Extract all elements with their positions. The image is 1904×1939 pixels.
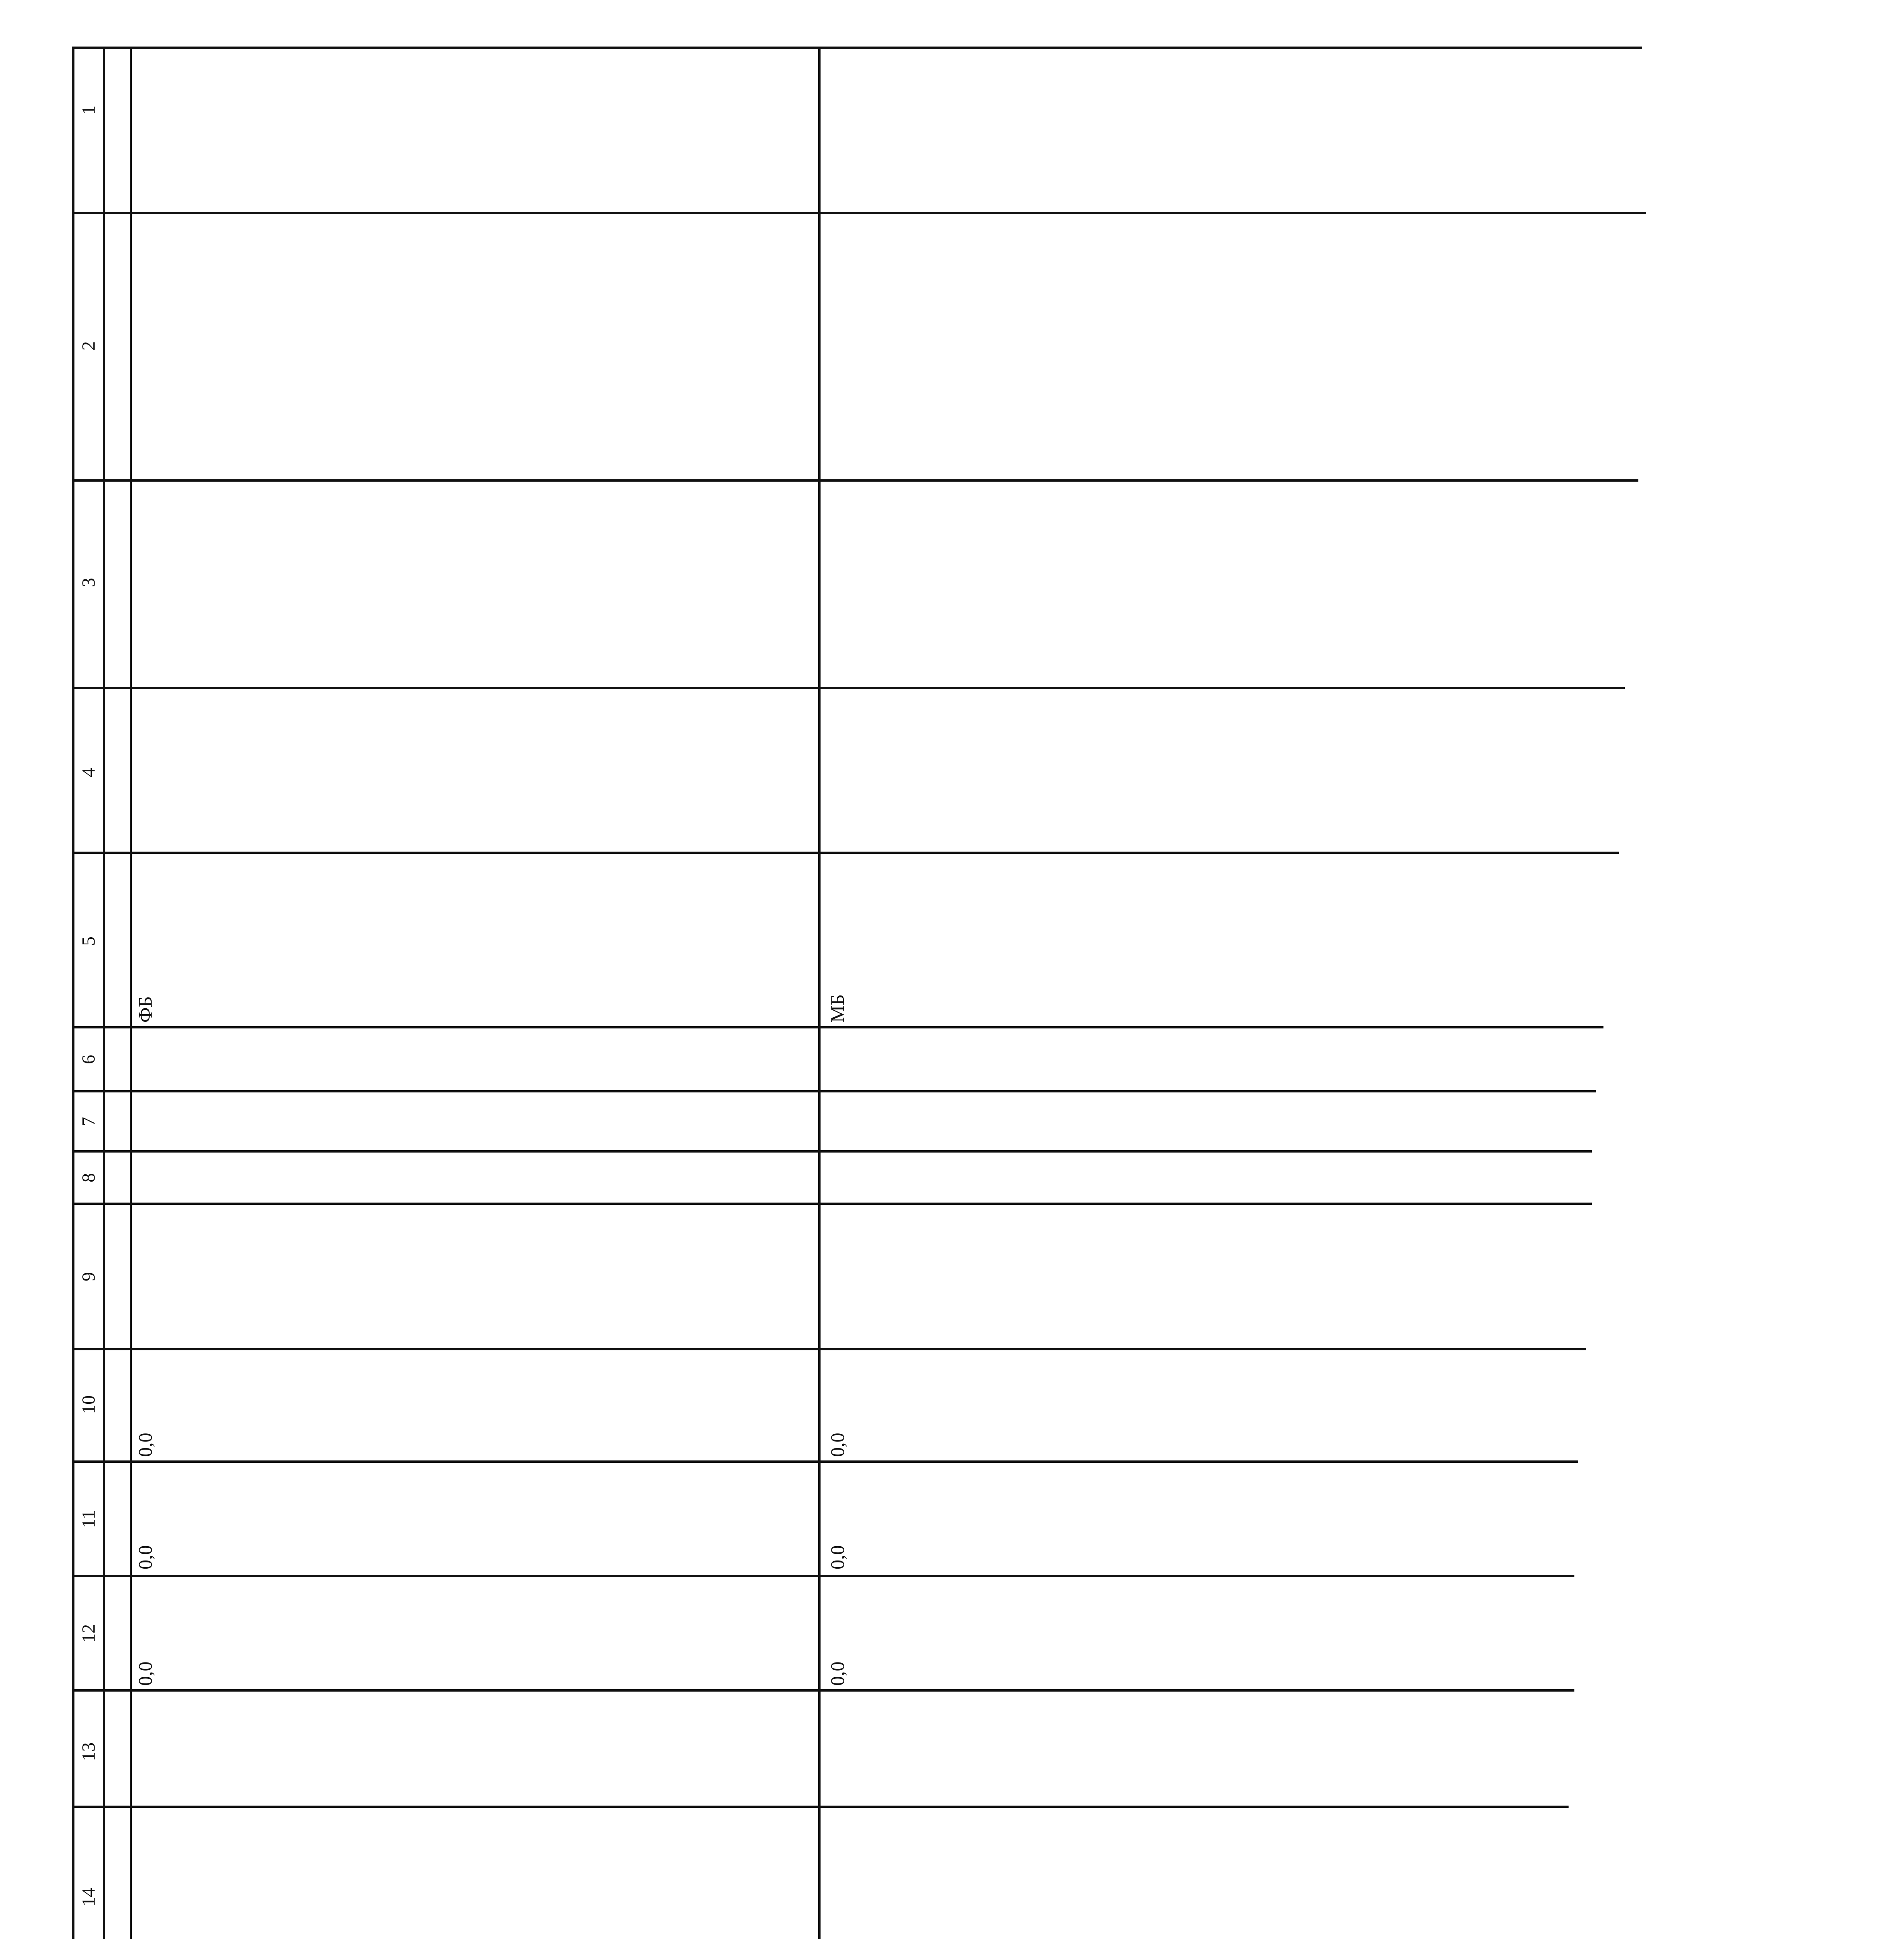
col-sep-3-4	[72, 687, 1625, 689]
col-sep-9-10	[72, 1348, 1586, 1350]
funding-source: ФБ	[134, 996, 156, 1023]
col-sep-11-12	[72, 1575, 1574, 1577]
value-col-12: 0,0	[134, 1545, 156, 1569]
column-number-1: 1	[78, 105, 99, 115]
value-col-11: 0,0	[826, 1433, 848, 1457]
col-sep-6-7	[72, 1090, 1596, 1092]
column-number-12: 12	[78, 1624, 99, 1643]
table-right-border	[72, 47, 1642, 49]
col-sep-2-3	[72, 479, 1638, 482]
value-col-11: 0,0	[134, 1433, 156, 1457]
column-number-6: 6	[78, 1055, 99, 1064]
column-number-8: 8	[78, 1173, 99, 1182]
column-number-11: 11	[78, 1510, 99, 1528]
column-number-4: 4	[78, 768, 99, 777]
col-sep-13-14	[72, 1806, 1569, 1808]
col-sep-10-11	[72, 1460, 1578, 1463]
col-sep-5-6	[72, 1026, 1603, 1028]
col-sep-8-9	[72, 1203, 1592, 1205]
column-number-7: 7	[78, 1117, 99, 1126]
col-sep-4-5	[72, 852, 1619, 854]
col-sep-1-2	[72, 212, 1646, 214]
col-sep-7-8	[72, 1150, 1592, 1153]
value-col-13: 0,0	[826, 1661, 848, 1686]
value-col-13: 0,0	[134, 1661, 156, 1686]
column-number-2: 2	[78, 341, 99, 351]
column-number-3: 3	[78, 578, 99, 587]
column-number-14: 14	[78, 1888, 99, 1906]
col-sep-12-13	[72, 1689, 1574, 1692]
value-col-12: 0,0	[826, 1545, 848, 1569]
column-number-9: 9	[78, 1272, 99, 1281]
table-top-border	[72, 47, 74, 1939]
row-divider	[818, 47, 821, 1939]
column-number-10: 10	[78, 1395, 99, 1414]
funding-source: МБ	[826, 994, 848, 1023]
column-number-5: 5	[78, 937, 99, 946]
column-number-13: 13	[78, 1742, 99, 1761]
header-row-divider	[103, 47, 105, 1939]
region-row-divider	[130, 47, 132, 1939]
